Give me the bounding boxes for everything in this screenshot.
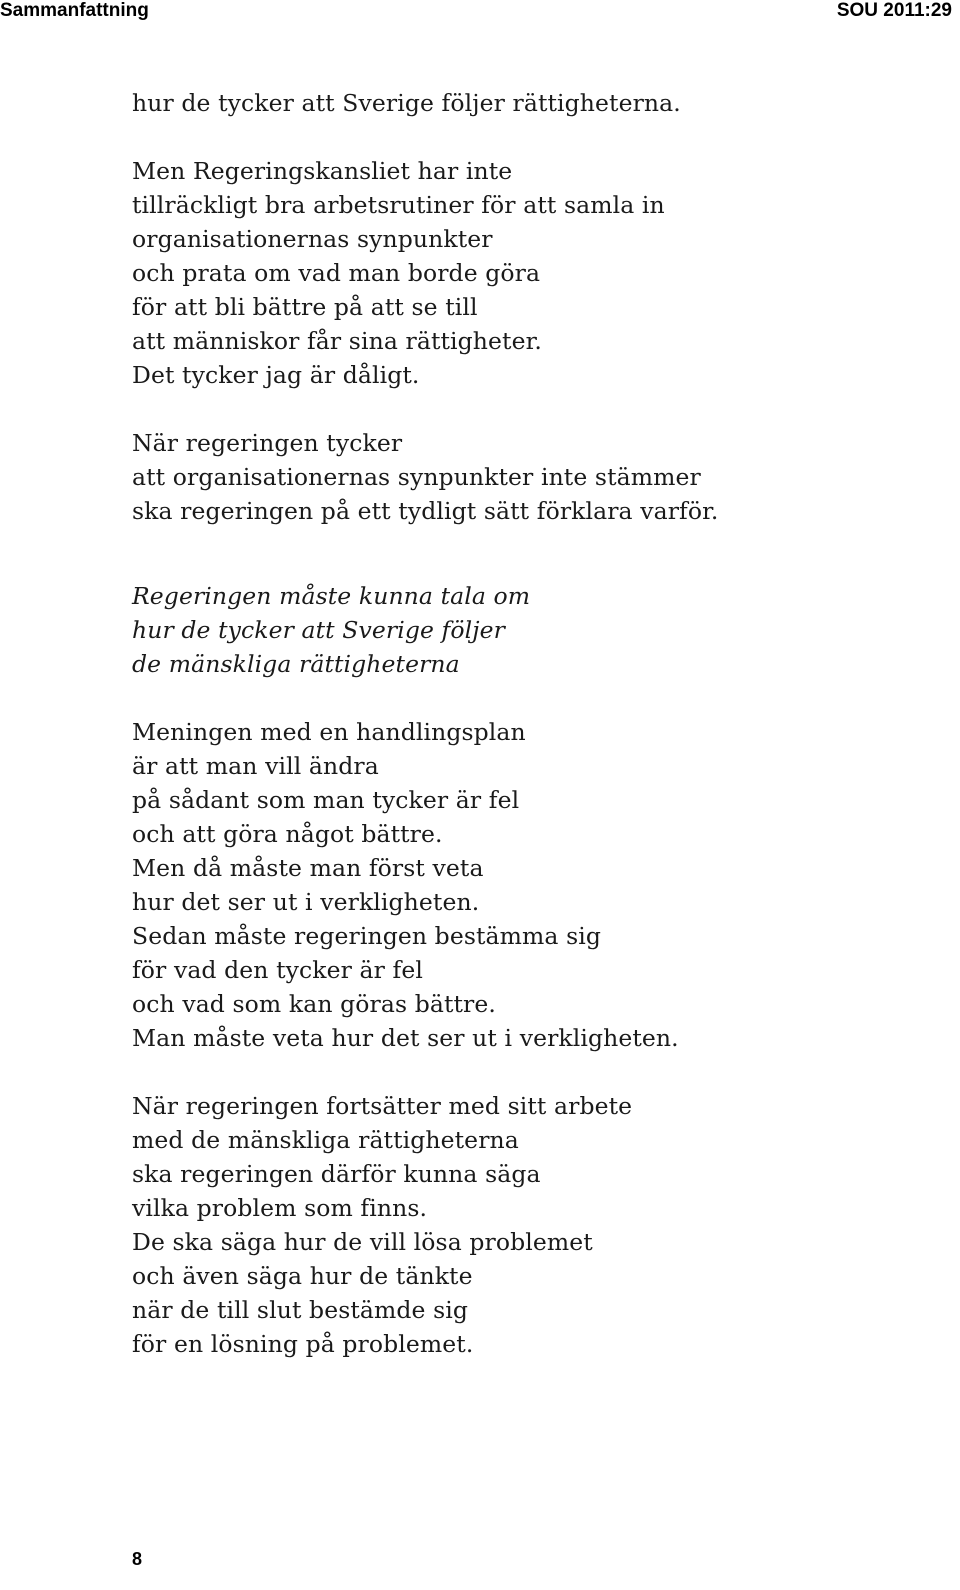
running-header: [0, 0, 960, 22]
paragraph-continuation: [132, 86, 932, 120]
text-line: Men Regeringskansliet har inte: [132, 157, 513, 185]
text-line: med de mänskliga rättigheterna: [132, 1126, 519, 1154]
text-line: för en lösning på problemet.: [132, 1330, 474, 1358]
paragraph-handlingsplan: [132, 715, 932, 1055]
section-title: Sammanfattning: [0, 0, 149, 21]
text-line: Det tycker jag är dåligt.: [132, 361, 420, 389]
text-line: Men då måste man först veta: [132, 854, 484, 882]
subheading-line: hur de tycker att Sverige följer: [132, 616, 505, 644]
text-line: för vad den tycker är fel: [132, 956, 423, 984]
text-line: Sedan måste regeringen bestämma sig: [132, 922, 602, 950]
text-line: Meningen med en handlingsplan: [132, 718, 526, 746]
text-line: Man måste veta hur det ser ut i verkligheten.: [132, 1024, 679, 1052]
subheading-line: de mänskliga rättigheterna: [132, 650, 460, 678]
text-line: ska regeringen på ett tydligt sätt förklara varför.: [132, 497, 719, 525]
text-line: och att göra något bättre.: [132, 820, 443, 848]
text-line: att organisationernas synpunkter inte stämmer: [132, 463, 701, 491]
text-line: När regeringen tycker: [132, 429, 403, 457]
text-line: hur de tycker att Sverige följer rättigheterna.: [132, 89, 681, 117]
paragraph-regeringskansliet: [132, 154, 932, 392]
text-line: och vad som kan göras bättre.: [132, 990, 496, 1018]
text-line: är att man vill ändra: [132, 752, 379, 780]
paragraph-forklara-varfor: [132, 426, 932, 528]
page-number: 8: [132, 1549, 143, 1569]
document-reference: SOU 2011:29: [836, 0, 952, 21]
text-line: hur det ser ut i verkligheten.: [132, 888, 480, 916]
text-line: för att bli bättre på att se till: [132, 293, 478, 321]
page-body: [132, 86, 932, 1395]
text-line: och även säga hur de tänkte: [132, 1262, 473, 1290]
text-line: på sådant som man tycker är fel: [132, 786, 520, 814]
subheading-line: Regeringen måste kunna tala om: [132, 582, 531, 610]
text-line: att människor får sina rättigheter.: [132, 327, 542, 355]
paragraph-fortsatter-arbete: [132, 1089, 932, 1361]
text-line: vilka problem som finns.: [132, 1194, 428, 1222]
section-subheading: [132, 579, 932, 681]
text-line: De ska säga hur de vill lösa problemet: [132, 1228, 593, 1256]
text-line: När regeringen fortsätter med sitt arbete: [132, 1092, 633, 1120]
text-line: när de till slut bestämde sig: [132, 1296, 469, 1324]
text-line: tillräckligt bra arbetsrutiner för att samla in: [132, 191, 665, 219]
text-line: ska regeringen därför kunna säga: [132, 1160, 541, 1188]
text-line: organisationernas synpunkter: [132, 225, 493, 253]
text-line: och prata om vad man borde göra: [132, 259, 541, 287]
